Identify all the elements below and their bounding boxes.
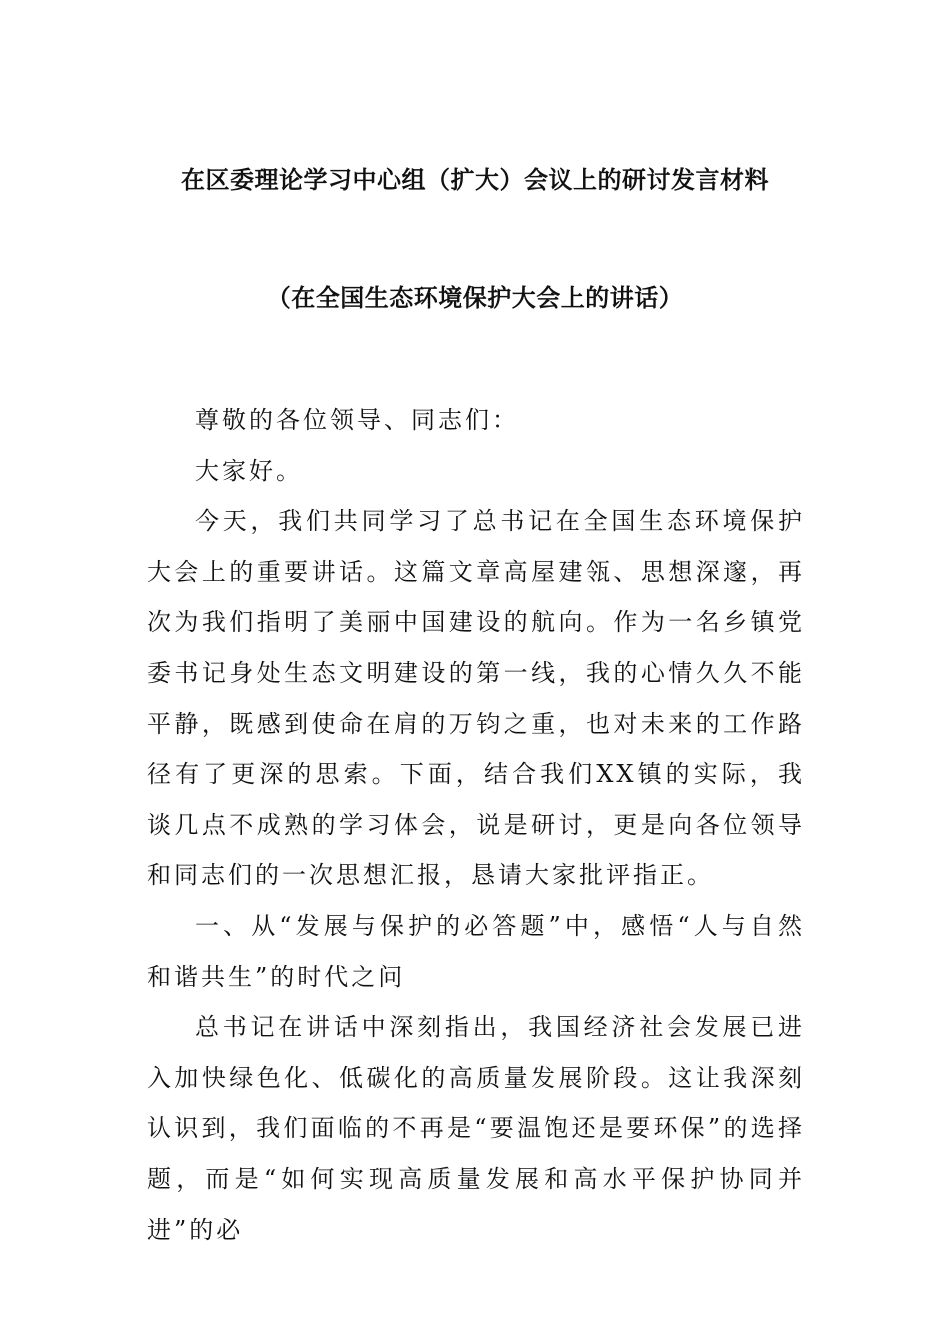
section-paragraph-1: 总书记在讲话中深刻指出，我国经济社会发展已进入加快绿色化、低碳化的高质量发展阶段。这让我深刻认识到，我们面临的不再是“要温饱还是要环保”的选择题，而是“如何实现高质量发展和高水平保护协同并进”的必 bbox=[147, 1013, 805, 1244]
greeting: 大家好。 bbox=[195, 456, 303, 485]
document-subtitle: （在全国生态环境保护大会上的讲话） bbox=[266, 284, 684, 312]
document-body bbox=[147, 395, 805, 1255]
intro-paragraph: 今天，我们共同学习了总书记在全国生态环境保护大会上的重要讲话。这篇文章高屋建瓴、思想深邃，再次为我们指明了美丽中国建设的航向。作为一名乡镇党委书记身处生态文明建设的第一线，我的心情久久不能平静，既感到使命在肩的万钧之重，也对未来的工作路径有了更深的思索。下面，结合我们XX镇的实际，我谈几点不成熟的学习体会，说是研讨，更是向各位领导和同志们的一次思想汇报，恳请大家批评指正。 bbox=[147, 507, 805, 890]
document-title: 在区委理论学习中心组（扩大）会议上的研讨发言材料 bbox=[181, 166, 769, 194]
section-heading-1: 一、从“发展与保护的必答题”中，感悟“人与自然和谐共生”的时代之问 bbox=[147, 911, 805, 991]
salutation: 尊敬的各位领导、同志们： bbox=[195, 406, 519, 434]
